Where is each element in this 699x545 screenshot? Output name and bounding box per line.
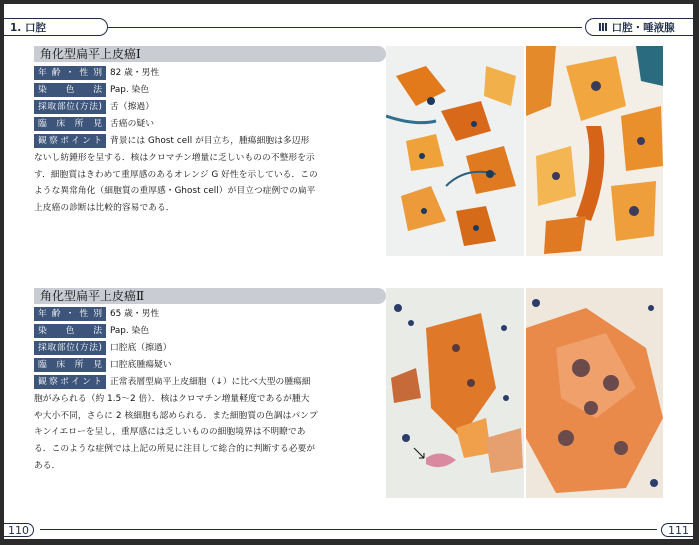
case-2-field-age xyxy=(34,307,159,322)
field-value: 65 歳・男性 xyxy=(110,309,160,319)
header-rule-left xyxy=(108,27,582,28)
field-label: 年齢・性別 xyxy=(34,66,106,80)
field-label: 臨床所見 xyxy=(34,358,106,372)
case-2-field-clinical xyxy=(34,358,172,373)
observation-label: 観察ポイント xyxy=(34,134,106,148)
case-1-observation-text: 背景には Ghost cell が目立ち，腫瘍細胞は多辺形ないし紡錘形を呈する．核はクロマチン増量に乏しいものの不整形を示す．細胞質はきわめて重厚感のあるオレンジ G 好性を示している．このような異常角化（細胞質の重厚感・Ghost cell）が目立つ症例での扁平上皮癌の診断は比較的容易である． xyxy=(34,136,318,214)
book-spread xyxy=(4,4,693,539)
field-value: 舌癌の疑い xyxy=(110,119,154,129)
case-1-field-site xyxy=(34,100,154,115)
case-1-title: 角化型扁平上皮癌Ⅰ xyxy=(34,46,386,62)
page-number-left: 110 xyxy=(4,523,34,537)
case-2-micrograph-low xyxy=(386,288,524,498)
page-number-right: 111 xyxy=(661,523,693,537)
field-value: 82 歳・男性 xyxy=(110,68,160,78)
case-2-title: 角化型扁平上皮癌Ⅱ xyxy=(34,288,386,304)
case-2-micrograph-high xyxy=(526,288,663,498)
field-label: 臨床所見 xyxy=(34,117,106,131)
case-1-field-age xyxy=(34,66,159,81)
field-label: 染色法 xyxy=(34,324,106,338)
field-label: 染色法 xyxy=(34,83,106,97)
field-label: 年齢・性別 xyxy=(34,307,106,321)
case-1-micrograph-high xyxy=(526,46,663,256)
field-label: 採取部位(方法) xyxy=(34,341,106,355)
field-value: Pap. 染色 xyxy=(110,326,150,336)
field-value: 舌（擦過） xyxy=(110,102,154,112)
case-1-field-clinical xyxy=(34,117,154,132)
field-value: Pap. 染色 xyxy=(110,85,150,95)
chapter-tab-left: 1. 口腔 xyxy=(4,18,108,36)
chapter-tab-right: Ⅲ 口腔・唾液腺 xyxy=(585,18,693,36)
case-1-field-stain xyxy=(34,83,149,98)
case-2-field-site xyxy=(34,341,172,356)
case-2-field-stain xyxy=(34,324,149,339)
case-2-observation-text: 正常表層型扁平上皮細胞（↓）に比べ大型の腫瘍細胞がみられる（約 1.5〜2 倍）．核はクロマチン増量軽度であるが腫大や大小不同，さらに 2 核細胞も認められる．また細胞質の色調はパンプキンイエローを呈し，重厚感には乏しいものの細胞境界は不明瞭である．このような症例では上記の所見に注目して総合的に判断する必要がある． xyxy=(34,377,318,471)
field-value: 口腔底腫瘍疑い xyxy=(110,360,172,370)
field-label: 採取部位(方法) xyxy=(34,100,106,114)
case-1-micrograph-low xyxy=(386,46,524,256)
footer-rule xyxy=(40,529,657,530)
field-value: 口腔底（擦過） xyxy=(110,343,172,353)
observation-label: 観察ポイント xyxy=(34,375,106,389)
